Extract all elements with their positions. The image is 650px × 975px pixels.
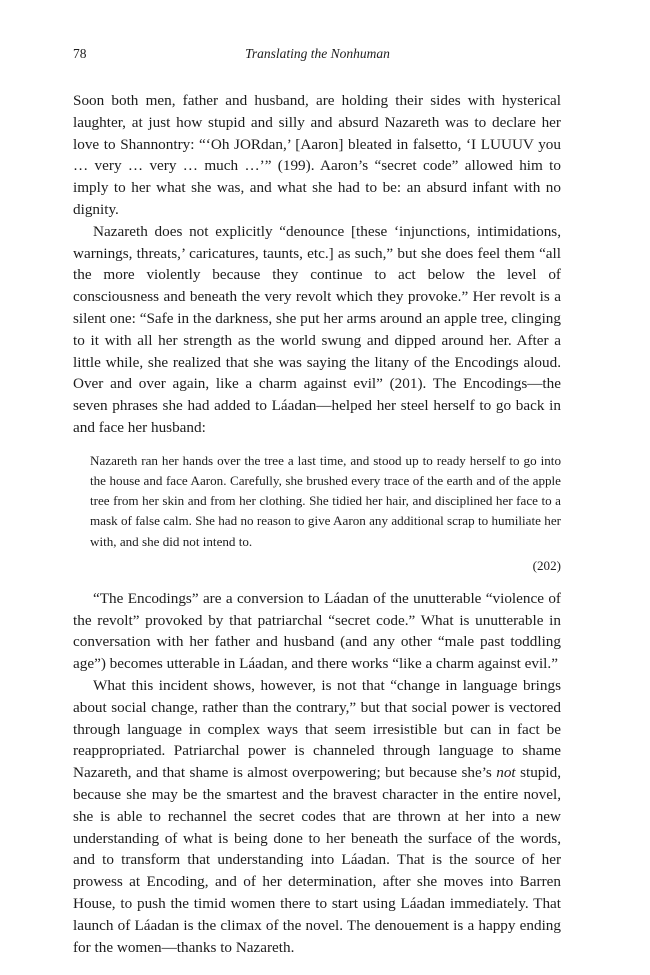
- page-body: [73, 90, 561, 958]
- paragraph-4-text-a: What this incident shows, however, is not that “change in language brings about social change, rather than the contrary,” but that social power is vectored through language in complex ways that seem irresistible but can in fact be reappropriated. Patriarchal power is channeled through language to shame Nazareth, and that shame is almost overpowering; but because she’s: [73, 676, 561, 782]
- block-quote: [90, 451, 561, 576]
- paragraph-1: Soon both men, father and husband, are holding their sides with hysterical laughter, at just how stupid and silly and absurd Nazareth was to declare her love to Shannontry: “‘Oh JORdan,’ [Aaron] bleated in falsetto, ‘I LUUUV you … very … very … much …’” (199). Aaron’s “secret code” allowed him to imply to her what she was, and what she had to be: an absurd infant with no dignity.: [73, 92, 561, 218]
- paragraph-4-emphasis: not: [496, 764, 516, 782]
- paragraph-3: “The Encodings” are a conversion to Láadan of the unutterable “violence of the revolt” provoked by that patriarchal “secret code.” What is unutterable in conversation with her father and husband (and any other “male past toddling age”) becomes utterable in Láadan, and there works “like a charm against evil.”: [73, 589, 561, 673]
- block-quote-citation: (202): [532, 557, 561, 573]
- page-number: 78: [73, 46, 87, 61]
- paragraph-2: Nazareth does not explicitly “denounce [these ‘injunctions, intimidations, warnings, threats,’ caricatures, taunts, etc.] as such,” but she does feel them “all the more violently because they continue to act below the level of consciousness and beneath the very revolt which they provoke.” Her revolt is a silent one: “Safe in the darkness, she put her arms around an apple tree, clinging to it with all her strength as the world swung and dipped around her. After a little while, she realized that she was saying the litany of the Encodings aloud. Over and over again, like a charm against evil” (201). The Encodings—the seven phrases she had added to Láadan—helped her steel herself to go back in and face her husband:: [73, 222, 561, 436]
- page-header: [73, 46, 562, 66]
- block-quote-text: Nazareth ran her hands over the tree a last time, and stood up to ready herself to go into the house and face Aaron. Carefully, she brushed every trace of the earth and of the apple tree from her skin and from her clothing. She tidied her hair, and disciplined her face to a mask of false calm. She had no reason to give Aaron any additional scrap to humiliate her with, and she did not intend to.: [90, 452, 561, 549]
- paragraph-4-text-b: stupid, because she may be the smartest and the bravest character in the entire novel, she is able to rechannel the secret codes that are thrown at her into a new understanding of what is being done to her beneath the surface of the words, and to transform that understanding into Láadan. That is the source of her prowess at Encoding, and of her determination, after she moves into Barren House, to push the timid women there to start using Láadan immediately. That launch of Láadan is the climax of the novel. The denouement is a happy ending for the women—thanks to Nazareth.: [73, 764, 561, 956]
- paragraph-4: [73, 675, 561, 958]
- running-title: Translating the Nonhuman: [245, 46, 390, 61]
